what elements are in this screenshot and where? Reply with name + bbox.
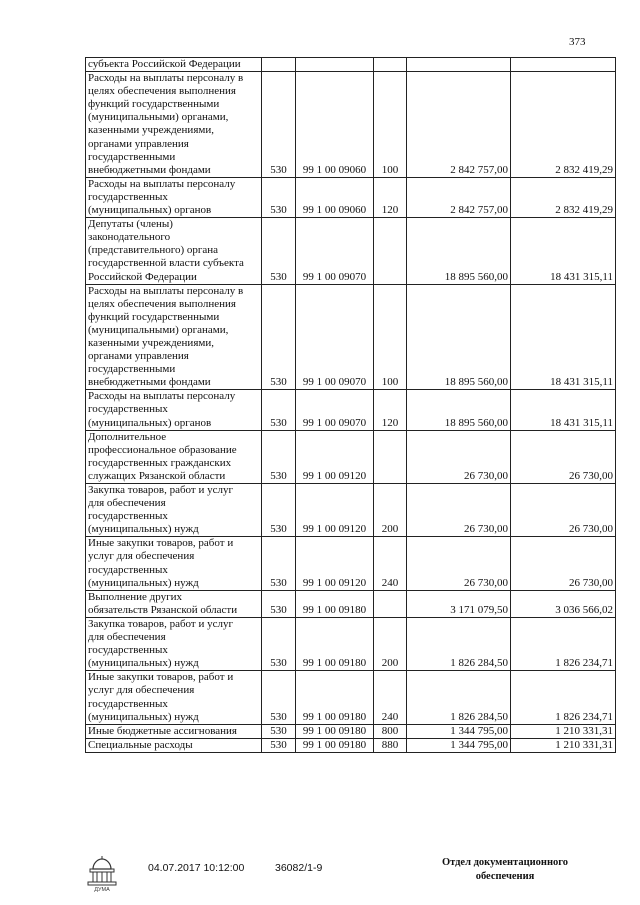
row-exec-cell: 3 036 566,02 [511, 590, 616, 617]
table-row [86, 617, 616, 670]
row-plan-cell: 18 895 560,00 [407, 390, 511, 430]
row-name-cell [86, 58, 262, 72]
table-row [86, 738, 616, 752]
row-ved-cell: 530 [262, 617, 296, 670]
row-plan-cell: 2 842 757,00 [407, 177, 511, 217]
row-vr-cell [374, 590, 407, 617]
row-vr-cell: 800 [374, 724, 407, 738]
row-plan-cell [407, 58, 511, 72]
row-ved-cell: 530 [262, 537, 296, 590]
row-plan-cell: 26 730,00 [407, 430, 511, 483]
row-plan-cell: 1 826 284,50 [407, 617, 511, 670]
row-vr-cell: 240 [374, 537, 407, 590]
row-vr-cell [374, 218, 407, 284]
row-exec-cell: 2 832 419,29 [511, 72, 616, 178]
row-exec-cell: 2 832 419,29 [511, 177, 616, 217]
row-csr-cell: 99 1 00 09120 [296, 537, 374, 590]
row-csr-cell: 99 1 00 09120 [296, 430, 374, 483]
row-csr-cell: 99 1 00 09070 [296, 284, 374, 390]
row-exec-cell: 1 826 234,71 [511, 671, 616, 724]
table-row [86, 671, 616, 724]
page-footer [0, 856, 640, 896]
row-name-cell [86, 430, 262, 483]
row-name-cell [86, 284, 262, 390]
row-plan-cell: 3 171 079,50 [407, 590, 511, 617]
table-row [86, 284, 616, 390]
row-plan-cell: 1 826 284,50 [407, 671, 511, 724]
row-vr-cell: 200 [374, 484, 407, 537]
table-row [86, 390, 616, 430]
row-name-text: субъекта Российской Федерации [88, 58, 241, 70]
row-csr-cell: 99 1 00 09120 [296, 484, 374, 537]
row-name-text: Расходы на выплаты персоналу государственных (муниципальных) органов [88, 390, 236, 429]
row-name-cell [86, 671, 262, 724]
budget-table-body [86, 58, 616, 753]
row-exec-cell: 26 730,00 [511, 484, 616, 537]
row-ved-cell [262, 58, 296, 72]
row-name-text: Расходы на выплаты персоналу государственных (муниципальных) органов [88, 177, 236, 217]
row-exec-cell: 18 431 315,11 [511, 284, 616, 390]
page-number: 373 [569, 36, 586, 48]
footer-date: 04.07.2017 10:12:00 [148, 862, 245, 874]
row-ved-cell: 530 [262, 430, 296, 483]
row-exec-cell: 1 210 331,31 [511, 724, 616, 738]
row-csr-cell [296, 58, 374, 72]
row-csr-cell: 99 1 00 09060 [296, 72, 374, 178]
row-name-text: Расходы на выплаты персоналу в целях обеспечения выполнения функций государственными (муниципальными) органами, казенными учреждениями, органами управления государственными внебюджетными фондами [88, 72, 244, 176]
row-vr-cell: 880 [374, 738, 407, 752]
footer-department-line1: Отдел документационного [441, 857, 569, 868]
row-vr-cell: 200 [374, 617, 407, 670]
table-row [86, 724, 616, 738]
row-ved-cell: 530 [262, 284, 296, 390]
table-row [86, 72, 616, 178]
row-ved-cell: 530 [262, 671, 296, 724]
row-name-cell [86, 177, 262, 217]
row-vr-cell: 100 [374, 284, 407, 390]
row-name-cell [86, 724, 262, 738]
row-plan-cell: 2 842 757,00 [407, 72, 511, 178]
table-row [86, 58, 616, 72]
row-csr-cell: 99 1 00 09180 [296, 617, 374, 670]
row-csr-cell: 99 1 00 09070 [296, 218, 374, 284]
row-ved-cell: 530 [262, 738, 296, 752]
row-exec-cell: 26 730,00 [511, 430, 616, 483]
table-row [86, 484, 616, 537]
footer-department [440, 856, 570, 884]
table-row [86, 177, 616, 217]
row-name-cell [86, 738, 262, 752]
row-csr-cell: 99 1 00 09180 [296, 724, 374, 738]
row-ved-cell: 530 [262, 590, 296, 617]
row-csr-cell: 99 1 00 09180 [296, 590, 374, 617]
row-ved-cell: 530 [262, 72, 296, 178]
footer-doc-number: 36082/1-9 [275, 862, 323, 874]
table-row [86, 537, 616, 590]
row-vr-cell [374, 58, 407, 72]
row-exec-cell: 1 826 234,71 [511, 617, 616, 670]
row-name-cell [86, 537, 262, 590]
row-name-text: Иные закупки товаров, работ и услуг для обеспечения государственных (муниципальных) нужд [88, 537, 234, 589]
row-exec-cell: 26 730,00 [511, 537, 616, 590]
row-name-text: Специальные расходы [88, 738, 193, 751]
row-csr-cell: 99 1 00 09060 [296, 177, 374, 217]
row-name-cell [86, 590, 262, 617]
row-name-text: Дополнительное профессиональное образование государственных гражданских служащих Рязанской области [88, 430, 237, 482]
row-csr-cell: 99 1 00 09180 [296, 738, 374, 752]
row-name-cell [86, 218, 262, 284]
row-name-text: Депутаты (члены) законодательного (представительного) органа государственной власти субъекта Российской Федерации [88, 218, 244, 283]
row-ved-cell: 530 [262, 218, 296, 284]
row-csr-cell: 99 1 00 09180 [296, 671, 374, 724]
row-plan-cell: 1 344 795,00 [407, 724, 511, 738]
row-name-text: Иные закупки товаров, работ и услуг для обеспечения государственных (муниципальных) нужд [88, 671, 234, 723]
table-row [86, 430, 616, 483]
table-row [86, 590, 616, 617]
row-vr-cell [374, 430, 407, 483]
budget-table [85, 57, 616, 753]
row-vr-cell: 240 [374, 671, 407, 724]
row-plan-cell: 18 895 560,00 [407, 218, 511, 284]
logo-text: ДУМА [94, 887, 110, 892]
row-ved-cell: 530 [262, 390, 296, 430]
row-exec-cell: 18 431 315,11 [511, 218, 616, 284]
row-exec-cell [511, 58, 616, 72]
row-plan-cell: 18 895 560,00 [407, 284, 511, 390]
row-name-cell [86, 617, 262, 670]
row-name-text: Закупка товаров, работ и услуг для обеспечения государственных (муниципальных) нужд [88, 617, 233, 670]
row-name-text: Расходы на выплаты персоналу в целях обеспечения выполнения функций государственными (муниципальными) органами, казенными учреждениями, органами управления государственными внебюджетными фондами [88, 284, 244, 389]
row-vr-cell: 100 [374, 72, 407, 178]
row-plan-cell: 1 344 795,00 [407, 738, 511, 752]
row-name-text: Выполнение других обязательств Рязанской области [88, 590, 238, 616]
row-csr-cell: 99 1 00 09070 [296, 390, 374, 430]
row-plan-cell: 26 730,00 [407, 484, 511, 537]
row-vr-cell: 120 [374, 177, 407, 217]
row-name-cell [86, 484, 262, 537]
row-name-text: Закупка товаров, работ и услуг для обеспечения государственных (муниципальных) нужд [88, 484, 233, 536]
row-name-cell [86, 390, 262, 430]
row-ved-cell: 530 [262, 724, 296, 738]
row-vr-cell: 120 [374, 390, 407, 430]
row-name-text: Иные бюджетные ассигнования [88, 724, 237, 737]
row-exec-cell: 1 210 331,31 [511, 738, 616, 752]
footer-department-line2: обеспечения [475, 871, 535, 882]
row-plan-cell: 26 730,00 [407, 537, 511, 590]
row-ved-cell: 530 [262, 177, 296, 217]
row-name-cell [86, 72, 262, 178]
row-exec-cell: 18 431 315,11 [511, 390, 616, 430]
table-row [86, 218, 616, 284]
row-ved-cell: 530 [262, 484, 296, 537]
duma-logo-icon [85, 856, 119, 892]
